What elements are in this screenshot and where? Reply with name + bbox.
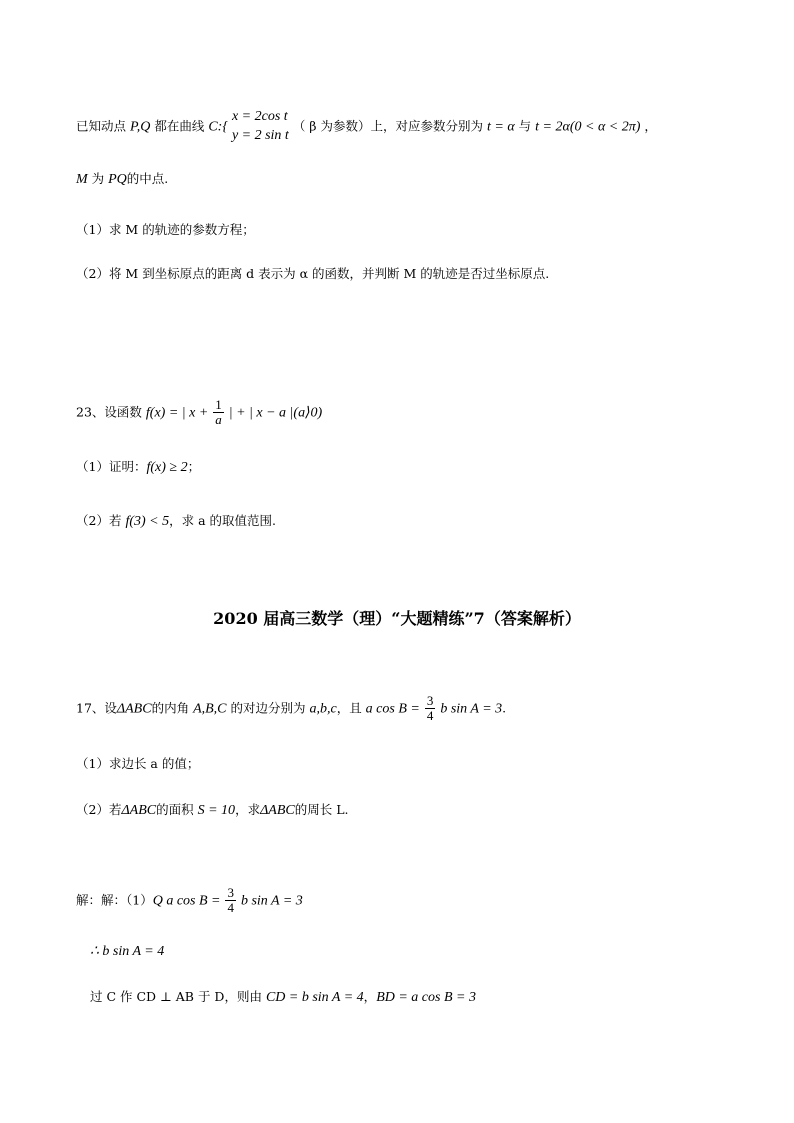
q22-line2	[76, 171, 168, 189]
q22-curve: C:{	[208, 119, 228, 135]
q23-part2	[76, 513, 276, 531]
solution-line3-b: CD = b sin A = 4	[265, 990, 364, 1005]
q22-intro-a: 已知动点	[76, 118, 127, 134]
q23-p1-math: f(x) ≥ 2	[146, 460, 188, 475]
q22-t2: t = 2α(0 < α < 2π)	[535, 119, 641, 135]
q22-eq2: y = 2 sin t	[231, 127, 289, 143]
solution-line3-d: BD = a cos B = 3	[376, 990, 476, 1005]
q23-p1-label: （1）证明：	[76, 459, 147, 474]
q23-p2-end: ，求 a 的取值范围.	[169, 513, 276, 528]
q17-p2-end: 的周长 L.	[294, 802, 349, 817]
q17-angles: A,B,C	[193, 701, 227, 717]
q22-intro-b: 都在曲线	[154, 118, 205, 134]
q17-head: 17、设	[76, 700, 117, 716]
q17-end: .	[502, 700, 507, 716]
q22-line1	[76, 108, 657, 146]
q23-p2-math: f(3) < 5	[125, 514, 170, 529]
solution-eq-right: b sin A = 3	[240, 893, 303, 909]
q17-mid3: ，且	[336, 700, 366, 716]
q17-part1: （1）求边长 a 的值；	[76, 756, 200, 771]
q17-tri: ΔABC	[116, 701, 152, 717]
solution-line3	[90, 989, 476, 1007]
q22-part2: （2）将 M 到坐标原点的距离 d 表示为 α 的函数，并判断 M 的轨迹是否过坐标原点.	[76, 266, 550, 281]
solution-frac-den: 4	[227, 900, 234, 916]
q22-m: M	[76, 172, 88, 187]
q23-fraction	[213, 398, 224, 428]
q17-p2-tri: ΔABC	[121, 803, 157, 818]
solution-line3-c: ，	[363, 989, 377, 1004]
q17-eq-right: b sin A = 3	[440, 701, 503, 717]
q22-eq1: x = 2cos t	[231, 109, 288, 124]
solution-fraction	[225, 886, 236, 916]
answer-section-title: 2020 届高三数学（理）“大题精练”7（答案解析）	[213, 609, 581, 628]
q22-pq: PQ	[108, 172, 127, 187]
q23-f-right: | + | x − a |(a⟩0)	[228, 405, 323, 421]
q17-eq-left: a cos B =	[365, 701, 420, 717]
q17-p2-s: S = 10	[197, 803, 236, 818]
solution-label: 解：解：（1）	[76, 892, 153, 908]
solution-line1	[76, 886, 303, 916]
q22-param-note: （ β 为参数）上，对应参数分别为	[292, 118, 483, 134]
q22-with: 与	[518, 118, 532, 134]
q22-t1: t = α	[486, 119, 515, 135]
q17-mid2: 的对边分别为	[226, 700, 310, 716]
q17-mid1: 的内角	[151, 700, 194, 716]
q22-end-comma: ，	[644, 118, 657, 134]
solution-frac-num: 3	[227, 885, 234, 900]
q23-frac-den: a	[215, 412, 222, 428]
q17-p2-tri2: ΔABC	[260, 803, 295, 818]
q17-p2-mid2: ，求	[235, 802, 261, 817]
q23-f-left: f(x) = | x +	[145, 405, 209, 421]
q23-frac-num: 1	[215, 397, 222, 412]
q23-part1	[76, 459, 200, 477]
q22-line2-a: 为	[87, 171, 109, 186]
solution-line3-a: 过 C 作 CD ⊥ AB 于 D，则由	[90, 989, 266, 1004]
q17-sides: a,b,c	[309, 701, 337, 717]
q22-part1: （1）求 M 的轨迹的参数方程；	[76, 222, 255, 237]
q17-stem	[76, 694, 506, 724]
q17-part2	[76, 802, 349, 820]
q17-p2-label: （2）若	[76, 802, 122, 817]
q23-head: 23、设函数	[76, 404, 146, 420]
q23-stem	[76, 398, 322, 428]
solution-eq-left: Q a cos B =	[152, 893, 221, 909]
q23-p1-end: ；	[187, 459, 201, 474]
q22-points: P,Q	[130, 119, 151, 135]
solution-line2: ∴ b sin A = 4	[90, 944, 165, 959]
q17-frac-num: 3	[426, 693, 434, 708]
q17-p2-mid: 的面积	[156, 802, 198, 817]
q17-fraction	[425, 694, 436, 724]
q23-p2-label: （2）若	[76, 513, 126, 528]
q22-equation-system	[232, 108, 289, 146]
q22-line2-b: 的中点.	[126, 171, 169, 186]
q17-frac-den: 4	[426, 708, 434, 724]
